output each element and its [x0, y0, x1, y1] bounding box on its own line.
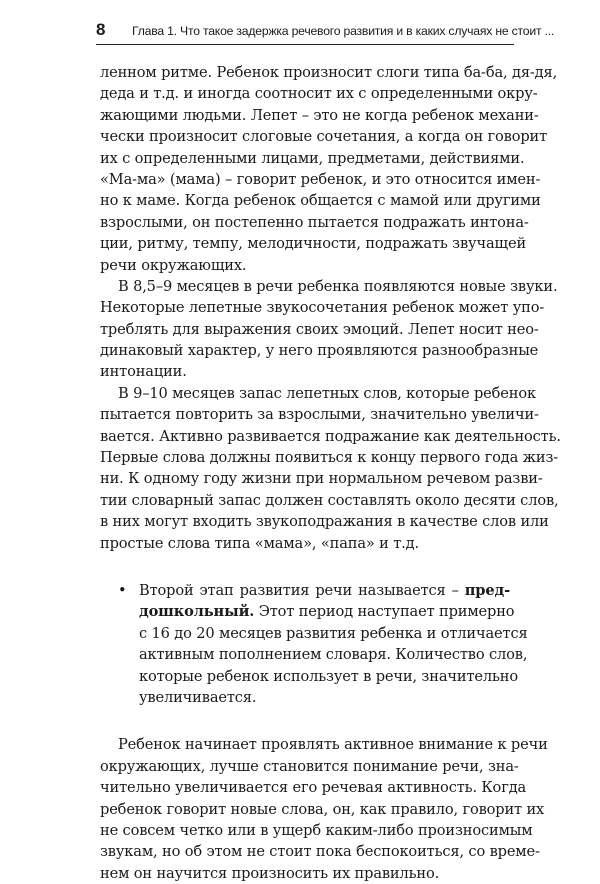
page-body [100, 62, 561, 884]
text-line: звукам, но об этом не стоит пока беспокоиться, со време- [100, 843, 540, 861]
text-line: простые слова типа «мама», «папа» и т.д. [100, 534, 419, 552]
text-line: Некоторые лепетные звукосочетания ребенок может упо- [100, 299, 545, 317]
text-line: Ребенок начинает проявлять активное внимание к речи [118, 736, 548, 754]
paragraph-3 [100, 383, 561, 554]
text-line: окружающих, лучше становится понимание речи, зна- [100, 757, 519, 775]
text-line: нем он научится произносить их правильно. [100, 864, 440, 882]
paragraph-2 [100, 276, 558, 383]
text-line: пытается повторить за взрослыми, значительно увеличи- [100, 406, 539, 424]
spacer [100, 708, 510, 734]
text-line: динаковый характер, у него проявляются разнообразные [100, 342, 539, 360]
text-line: но к маме. Когда ребенок общается с мамой или другими [100, 192, 541, 210]
text-line: увеличивается. [139, 688, 257, 706]
text-line: речи окружающих. [100, 256, 247, 274]
page-header [96, 20, 555, 45]
text-line: деда и т.д. и иногда соотносит их с определенными окру- [100, 85, 538, 103]
text-line: взрослыми, он постепенно пытается подражать интона- [100, 213, 529, 231]
text-line: тии словарный запас должен составлять около десяти слов, [100, 491, 559, 509]
paragraph-4 [100, 734, 548, 884]
running-title: Глава 1. Что такое задержка речевого развития и в каких случаях не стоит ... [132, 24, 555, 38]
text-line: чительно увеличивается его речевая активность. Когда [100, 779, 527, 797]
text-line [139, 580, 510, 601]
term-bold: дошкольный. [139, 603, 255, 621]
text-line [139, 601, 515, 622]
bullet-text-start: Второй этап развития речи называется – [139, 581, 459, 599]
text-line: с 16 до 20 месяцев развития ребенка и отличается [139, 624, 528, 642]
bullet-icon: • [118, 581, 127, 599]
bullet-item [118, 580, 528, 708]
text-line: вается. Активно развивается подражание как деятельность. [100, 427, 561, 445]
text-line: активным пополнением словаря. Количество слов, [139, 646, 528, 664]
text-line: чески произносит слоговые сочетания, а когда он говорит [100, 128, 548, 146]
term-bold: пред- [464, 581, 510, 599]
text-line: их с определенными лицами, предметами, действиями. [100, 149, 525, 167]
text-line: в них могут входить звукоподражания в качестве слов или [100, 513, 549, 531]
text-line: «Ма-ма» (мама) – говорит ребенок, и это относится имен- [100, 170, 541, 188]
text-line: Первые слова должны появиться к концу первого года жиз- [100, 449, 559, 467]
text-line: В 9–10 месяцев запас лепетных слов, которые ребенок [118, 384, 536, 402]
text-line: не совсем четко или в ущерб каким-либо произносимым [100, 821, 533, 839]
text-line: жающими людьми. Лепет – это не когда ребенок механи- [100, 106, 539, 124]
page-number: 8 [96, 20, 106, 39]
paragraph-1 [100, 62, 558, 276]
spacer [100, 554, 510, 580]
text-line: которые ребенок использует в речи, значительно [139, 667, 518, 685]
text-line: ции, ритму, темпу, мелодичности, подражать звучащей [100, 235, 527, 253]
text-line: треблять для выражения своих эмоций. Лепет носит нео- [100, 320, 539, 338]
text-line: В 8,5–9 месяцев в речи ребенка появляются новые звуки. [118, 277, 558, 295]
text-line: ленном ритме. Ребенок произносит слоги типа ба-ба, дя-дя, [100, 64, 558, 81]
text-line: ни. К одному году жизни при нормальном речевом разви- [100, 470, 543, 488]
text-line: интонации. [100, 363, 187, 381]
text-line: ребенок говорит новые слова, он, как правило, говорит их [100, 800, 545, 818]
bullet-text-rest: Этот период наступает примерно [258, 603, 515, 621]
